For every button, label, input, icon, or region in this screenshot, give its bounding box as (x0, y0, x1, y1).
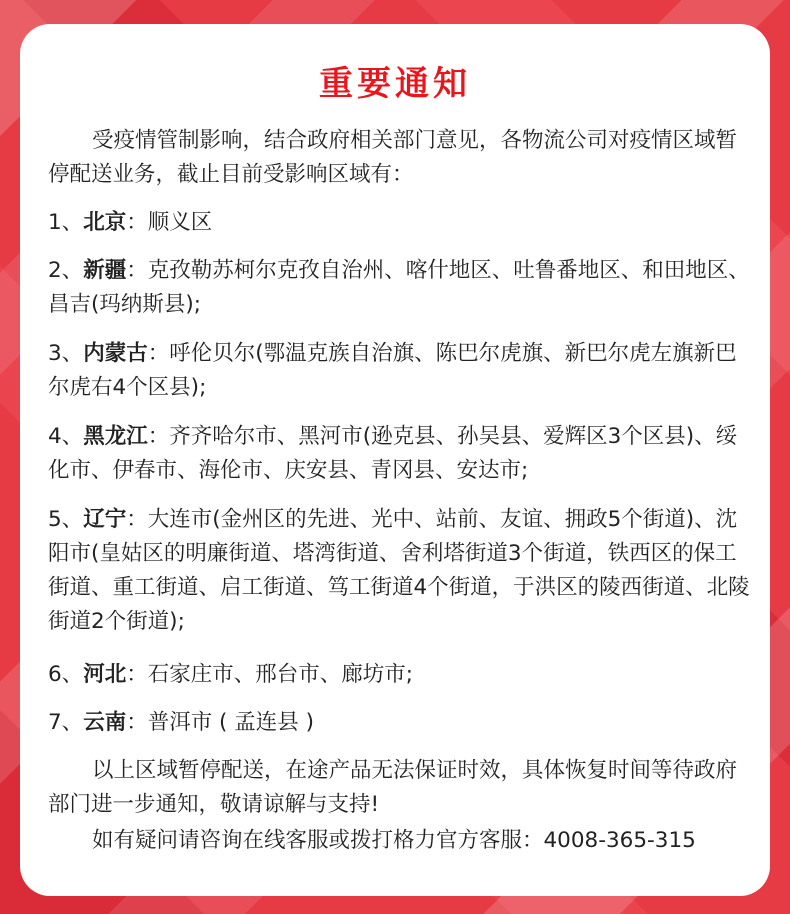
list-item (48, 706, 754, 740)
contact-line: 如有疑问请咨询在线客服或拨打格力官方客服：4008-365-315 (92, 828, 696, 853)
list-item (48, 254, 754, 322)
item-detail: ：顺义区 (126, 210, 213, 235)
item-region: 黑龙江 (83, 424, 148, 449)
item-number: 3、 (48, 341, 84, 366)
item-region: 北京 (83, 210, 127, 235)
notice-title: 重要通知 (319, 64, 471, 104)
item-region: 辽宁 (83, 507, 127, 532)
item-number: 2、 (48, 258, 84, 283)
list-item (48, 503, 754, 639)
item-detail: ：大连市(金州区的先进、光中、站前、友谊、拥政5个街道)、沈阳市(皇姑区的明廉街道、塔湾街道、舍利塔街道3个街道，铁西区的保工街道、重工街道、启工街道、笃工街道4个街道，于洪区的陵西街道、北陵街道2个街道); (48, 507, 750, 634)
item-number: 4、 (48, 424, 84, 449)
list-item (48, 658, 754, 692)
item-detail: ：齐齐哈尔市、黑河市(逊克县、孙吴县、爱辉区3个区县)、绥化市、伊春市、海伦市、庆安县、青冈县、安达市; (48, 424, 738, 483)
item-detail: ：石家庄市、邢台市、廊坊市; (126, 662, 413, 687)
item-detail: ：呼伦贝尔(鄂温克族自治旗、陈巴尔虎旗、新巴尔虎左旗新巴尔虎右4个区县); (48, 341, 737, 400)
item-number: 5、 (48, 507, 84, 532)
intro-paragraph: 受疫情管制影响，结合政府相关部门意见，各物流公司对疫情区域暂停配送业务，截止目前受影响区域有： (48, 128, 738, 187)
list-item (48, 337, 754, 405)
closing-paragraph: 以上区域暂停配送，在途产品无法保证时效，具体恢复时间等待政府部门进一步通知，敬请谅解与支持! (48, 758, 738, 817)
list-item (48, 420, 754, 488)
list-item (48, 206, 754, 240)
item-region: 云南 (83, 710, 127, 735)
item-number: 7、 (48, 710, 84, 735)
item-detail: ：普洱市 ( 孟连县 ) (126, 710, 314, 735)
item-detail: ：克孜勒苏柯尔克孜自治州、喀什地区、吐鲁番地区、和田地区、昌吉(玛纳斯县); (48, 258, 750, 317)
item-region: 新疆 (83, 258, 127, 283)
item-region: 河北 (83, 662, 127, 687)
item-region: 内蒙古 (83, 341, 148, 366)
notice-card (20, 24, 770, 896)
item-number: 6、 (48, 662, 84, 687)
item-number: 1、 (48, 210, 84, 235)
